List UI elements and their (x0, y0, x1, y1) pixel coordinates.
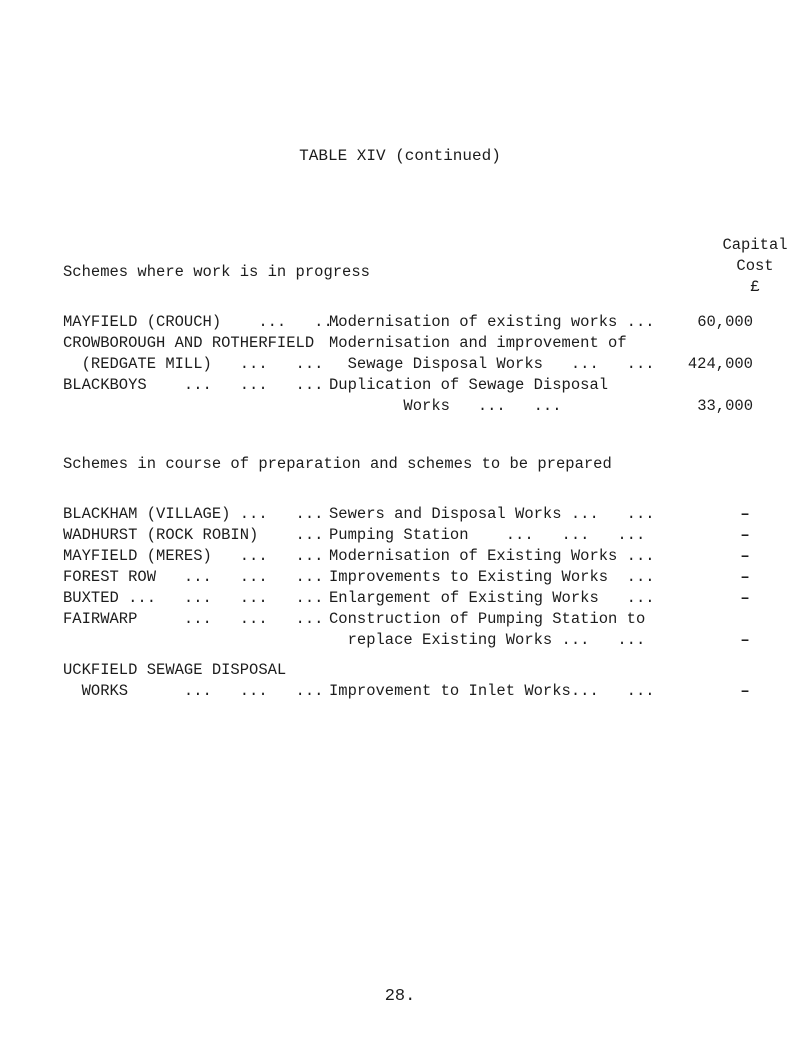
scheme-name: BLACKBOYS ... ... ... (63, 376, 324, 394)
table-title: TABLE XIV (continued) (299, 147, 501, 165)
scheme-description: Modernisation of existing works ... (329, 313, 655, 331)
scheme-description: Enlargement of Existing Works ... (329, 589, 655, 607)
scheme-description: replace Existing Works ... ... (329, 631, 646, 649)
scheme-name: FAIRWARP ... ... ... (63, 610, 324, 628)
scheme-name: BUXTED ... ... ... ... (63, 589, 324, 607)
scheme-description: Duplication of Sewage Disposal (329, 376, 609, 394)
capital-cost: – (740, 568, 750, 586)
capital-cost: – (740, 589, 750, 607)
capital-cost: – (740, 505, 750, 523)
capital-cost-header-currency: £ (750, 278, 760, 296)
capital-cost-header-line1: Capital (722, 236, 788, 254)
table-row (0, 568, 800, 588)
table-row (0, 547, 800, 567)
scheme-name: UCKFIELD SEWAGE DISPOSAL (63, 661, 287, 679)
capital-cost: – (740, 682, 750, 700)
capital-cost: – (740, 526, 750, 544)
capital-cost: 33,000 (697, 397, 753, 415)
capital-cost: 60,000 (697, 313, 753, 331)
scheme-description: Improvement to Inlet Works... ... (329, 682, 655, 700)
scheme-name: CROWBOROUGH AND ROTHERFIELD (63, 334, 315, 352)
capital-cost: – (740, 547, 750, 565)
table-row (0, 610, 800, 630)
capital-cost: 424,000 (687, 355, 753, 373)
table-row (0, 313, 800, 333)
table-row (0, 661, 800, 681)
scheme-name: (REDGATE MILL) ... ... (63, 355, 324, 373)
scheme-name: FOREST ROW ... ... ... (63, 568, 324, 586)
capital-cost-header-line2: Cost (736, 257, 774, 275)
scheme-description: Construction of Pumping Station to (329, 610, 646, 628)
scheme-description: Sewers and Disposal Works ... ... (329, 505, 655, 523)
scheme-description: Sewage Disposal Works ... ... (329, 355, 655, 373)
table-row (0, 376, 800, 396)
scheme-name: WADHURST (ROCK ROBIN) ... (63, 526, 324, 544)
scheme-name: BLACKHAM (VILLAGE) ... ... (63, 505, 324, 523)
page-number: 28. (384, 987, 416, 1006)
table-row (0, 526, 800, 546)
scheme-name: MAYFIELD (CROUCH) ... ... (63, 313, 343, 331)
section-heading-in-progress: Schemes where work is in progress (63, 263, 370, 281)
scheme-description: Improvements to Existing Works ... (329, 568, 655, 586)
table-row (0, 631, 800, 651)
table-row (0, 682, 800, 702)
capital-cost-header (700, 235, 800, 298)
scheme-description: Modernisation and improvement of (329, 334, 627, 352)
scheme-description: Pumping Station ... ... ... (329, 526, 646, 544)
table-row (0, 397, 800, 417)
scheme-name: WORKS ... ... ... (63, 682, 324, 700)
table-row (0, 505, 800, 525)
scheme-description: Modernisation of Existing Works ... (329, 547, 655, 565)
scheme-name: MAYFIELD (MERES) ... ... (63, 547, 324, 565)
capital-cost: – (740, 631, 750, 649)
table-row (0, 589, 800, 609)
scheme-description: Works ... ... (329, 397, 562, 415)
table-row (0, 355, 800, 375)
table-row (0, 334, 800, 354)
section-heading-in-preparation: Schemes in course of preparation and schemes to be prepared (63, 455, 612, 473)
